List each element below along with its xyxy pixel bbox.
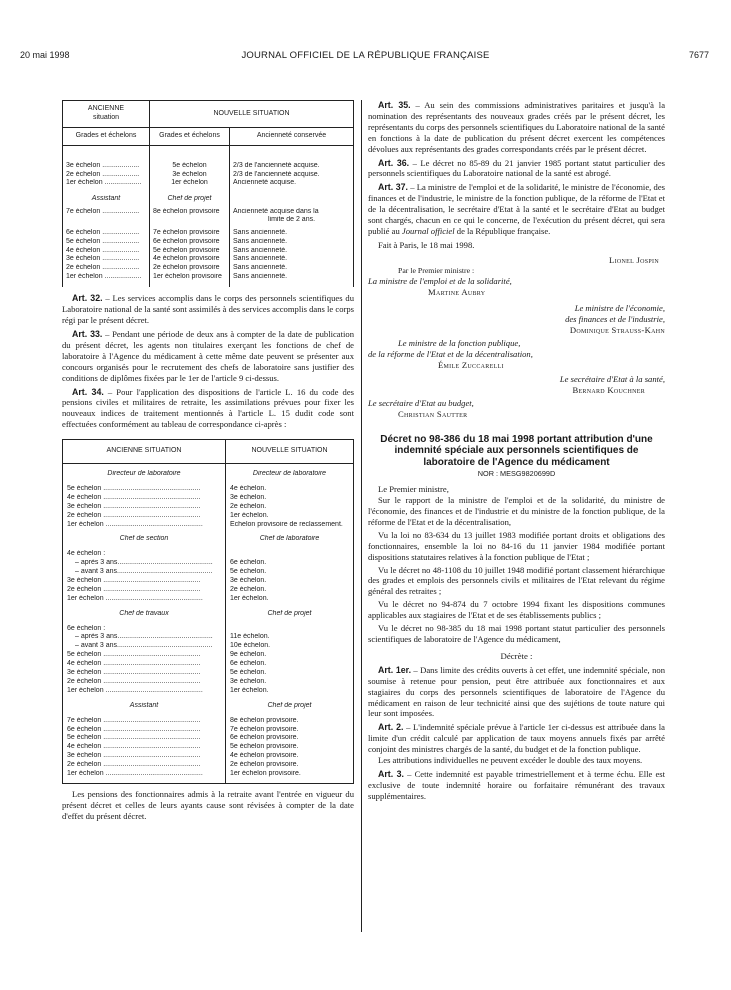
cell: 2e échelon provisoire (153, 263, 220, 271)
cell: – avant 3 ans................................................. (75, 568, 213, 576)
cell: 5e échelon ................... (66, 237, 140, 245)
cell: 3e échelon .................................................. (67, 577, 201, 585)
t2-old-col (63, 464, 226, 784)
cell: Sans ancienneté. (233, 237, 288, 245)
article-text: – Dans limite des crédits ouverts à cet effet, une indemnité spéciale, non soumise à retenue pour pension, peut être attribuée aux fonctionnaires et aux stagiaires du corps des personnels scientifiques de laboratoire de l'Agence du médicament en raison de leur technicité ainsi que des sujétions de toute nature qui leur sont imposées. (368, 664, 666, 719)
cell: 2e échelon .................................................. (67, 585, 201, 593)
cell: 7e échelon ................... (66, 207, 140, 215)
cell: 3e échelon .................................................. (67, 502, 201, 510)
article-34 (62, 387, 354, 431)
cell: Sans ancienneté. (233, 246, 288, 254)
signature-kouchner: Bernard Kouchner (572, 384, 645, 395)
header-date: 20 mai 1998 (20, 50, 70, 60)
cell: 10e échelon. (230, 642, 271, 650)
minister-title: Le ministre de l'économie, (574, 302, 665, 313)
article-3 (368, 769, 665, 802)
cell: 1er échelon (171, 179, 208, 187)
cell: 1er échelon. (230, 686, 269, 694)
signature-zuccarelli: Émile Zuccarelli (438, 359, 504, 370)
grade-heading: Chef de projet (167, 195, 212, 203)
minister-title: de la réforme de l'Etat et de la décentralisation, (368, 349, 533, 360)
cell (230, 625, 349, 634)
article-text: – Au sein des commissions administratives paritaires et jusqu'à la nomination des représentants des nouveaux grades créés par le présent décret, les représentants du corps des personnels scientifiques du Laboratoire national de la santé en fonctions à la date de publication du présent décret exercent les compétences dévolues aux représentants des grades correspondants créés par le présent décret. (368, 100, 666, 154)
cell: 7e échelon provisoire. (230, 725, 299, 733)
cell: 3e échelon. (230, 493, 267, 501)
cell: Ancienneté acquise. (233, 179, 297, 187)
cell: 6e échelon : (67, 624, 106, 632)
cell: 1er échelon ................... (66, 179, 142, 187)
cell: Echelon provisoire de reclassement. (230, 520, 343, 528)
cell: Sans ancienneté. (233, 255, 288, 263)
page-number: 7677 (688, 50, 709, 60)
signatures (368, 255, 665, 420)
cell: 2e échelon provisoire. (230, 761, 299, 769)
minister-title: Le secrétaire d'Etat à la santé, (559, 373, 665, 384)
cell: 5e échelon. (230, 669, 267, 677)
cell: 4e échelon .................................................. (67, 743, 201, 751)
signature-aubry: Martine Aubry (428, 287, 486, 298)
t2-head-old: ANCIENNE SITUATION (63, 440, 226, 464)
cell: 1er échelon provisoire. (230, 769, 301, 777)
right-column (368, 100, 665, 802)
cell: 1er échelon. (230, 594, 269, 602)
t2-new-col (226, 464, 354, 784)
cell: – après 3 ans................................................. (75, 559, 213, 567)
cell: 2e échelon .................................................. (67, 511, 201, 519)
cell: 5e échelon. (230, 568, 267, 576)
article-2 (368, 722, 665, 755)
cell: 7e échelon .................................................. (67, 716, 201, 724)
article-label: Art. 37. (378, 182, 408, 193)
cell: 6e échelon ................... (66, 229, 140, 237)
cell: 2e échelon .................................................. (67, 761, 201, 769)
article-2-para-2: Les attributions individuelles ne peuvent excéder le double des taux moyens. (378, 755, 643, 766)
decret-title: Décret no 98-386 du 18 mai 1998 portant attribution d'une indemnité spéciale aux personnels scientifiques de laboratoire de l'Agence du médicament (380, 433, 653, 468)
grade-heading: Chef de laboratoire (259, 535, 320, 543)
cell: 7e échelon provisoire (153, 229, 220, 237)
closing-paragraph: Les pensions des fonctionnaires admis à la retraite avant l'entrée en vigueur du présent décret et celles de leurs ayants cause sont révisées à compter de la date d'effet du présent décret. (62, 788, 354, 821)
minister-title: Le secrétaire d'Etat au budget, (368, 398, 474, 409)
cell: 3e échelon. (230, 677, 267, 685)
visa: Vu la loi no 83-634 du 13 juillet 1983 modifiée portant droits et obligations des fonctionnaires, ensemble la loi no 84-16 du 11 janvier 1984 modifiée portant dispositions statutaires relatives à la fonction publique de l'Etat ; (368, 529, 665, 562)
article-label: Art. 2. (378, 722, 404, 733)
decrete: Décrète : (500, 650, 533, 661)
cell: 1er échelon .................................................. (67, 686, 203, 694)
cell: 1er échelon .................................................. (67, 594, 203, 602)
grade-heading: Directeur de laboratoire (107, 470, 181, 478)
article-text: – Cette indemnité est payable trimestriellement et à terme échu. Elle est exclusive de toute indemnité horaire ou forfaitaire rémunérant des travaux supplémentaires. (368, 769, 665, 801)
fait-a-paris: Fait à Paris, le 18 mai 1998. (378, 239, 475, 250)
t1-head-old: ANCIENNE situation (63, 101, 150, 128)
article-33 (62, 329, 354, 384)
cell: 3e échelon ................... (66, 162, 140, 169)
cell: 6e échelon .................................................. (67, 725, 201, 733)
article-label: Art. 35. (378, 100, 411, 110)
article-32 (62, 293, 354, 326)
cell: limite de 2 ans. (267, 216, 316, 224)
cell (153, 216, 226, 225)
cell: 1er échelon. (230, 511, 269, 519)
signature-strauss-kahn: Dominique Strauss-Kahn (569, 324, 665, 335)
reclassement-table-1 (62, 100, 354, 287)
article-37 (368, 182, 665, 237)
cell: 1er échelon .................................................. (67, 769, 203, 777)
minister-title: Le ministre de la fonction publique, (398, 338, 521, 349)
cell: 4e échelon .................................................. (67, 660, 201, 668)
t1-new-col (150, 146, 230, 288)
cell: 2e échelon ................... (66, 263, 140, 271)
article-text: – Pour l'application des dispositions de l'article L. 16 du code des pensions civiles et militaires de retraite, les assimilations prévues pour fixer les nouveaux indices de traitement mentionnés à l'article L. 15 dudit code sont effectuées conformément au tableau de correspondance ci-après : (62, 386, 354, 430)
cell: 2/3 de l'ancienneté acquise. (233, 170, 320, 178)
cell: 4e échelon. (230, 485, 267, 493)
cell: 3e échelon ................... (66, 255, 140, 263)
cell: 5e échelon .................................................. (67, 734, 201, 742)
grade-heading: Chef de section (119, 535, 169, 543)
cell: 11e échelon. (230, 633, 270, 641)
t1-sub1: Grades et échelons (63, 128, 150, 146)
article-label: Art. 33. (72, 328, 103, 339)
article-label: Art. 34. (72, 386, 104, 397)
nor-reference: NOR : MESG9820699D (477, 469, 556, 479)
t1-head-new: NOUVELLE SITUATION (150, 101, 354, 128)
cell (66, 216, 146, 225)
cell: 8e échelon provisoire (153, 207, 220, 215)
grade-heading: Directeur de laboratoire (252, 470, 327, 478)
cell: 5e échelon (172, 162, 207, 169)
t2-head-new: NOUVELLE SITUATION (226, 440, 354, 464)
article-text: – Le décret no 85-89 du 21 janvier 1985 portant statut particulier des personnels scientifiques du Laboratoire national de la santé est abrogé. (368, 157, 665, 179)
cell: 2e échelon. (230, 502, 267, 510)
article-text: de la République française. (454, 225, 551, 236)
grade-heading: Assistant (91, 195, 121, 203)
cell: 1er échelon ................... (66, 272, 142, 280)
cell: 5e échelon .................................................. (67, 485, 201, 493)
article-1 (368, 665, 665, 720)
article-label: Art. 32. (72, 293, 103, 304)
article-text: – Les services accomplis dans le corps des personnels scientifiques du Laboratoire national de la santé sont assimilés à des services accomplis dans le corps régi par le présent décret. (62, 293, 354, 326)
article-36 (368, 158, 665, 180)
cell: 2e échelon. (230, 585, 267, 593)
premier-ministre: Le Premier ministre, (378, 484, 449, 495)
t1-sub2: Grades et échelons (150, 128, 230, 146)
visa: Vu le décret no 48-1108 du 10 juillet 1948 modifié portant classement hiérarchique des grades et emplois des personnels civils et militaires de l'Etat relevant du régime général des retraites ; (368, 564, 665, 597)
grade-heading: Chef de projet (267, 701, 312, 709)
cell: 2/3 de l'ancienneté acquise. (233, 162, 320, 169)
cell: 6e échelon provisoire (153, 237, 220, 245)
grade-heading: Assistant (129, 701, 159, 709)
visa: Vu le décret no 94-874 du 7 octobre 1994 fixant les dispositions communes applicables aux stagiaires de l'Etat et de ses établissements publics ; (368, 599, 665, 621)
cell: 2e échelon ................... (66, 170, 140, 178)
t1-keep-col (230, 146, 354, 288)
visa: Sur le rapport de la ministre de l'emploi et de la solidarité, du ministre de l'économie, des finances et de l'industrie et du ministre de la fonction publique, de la réforme de l'Etat et de la décentralisation, (368, 495, 665, 527)
cell: Sans ancienneté. (233, 229, 288, 237)
article-label: Art. 36. (378, 157, 410, 168)
cell: 3e échelon .................................................. (67, 669, 201, 677)
visa: Vu le décret no 98-385 du 18 mai 1998 portant statut particulier des personnels scientifiques de laboratoire de l'Agence du médicament, (368, 623, 665, 644)
cell: 4e échelon .................................................. (67, 493, 201, 501)
cell: 1er échelon provisoire (153, 272, 222, 280)
cell: – après 3 ans................................................. (75, 633, 213, 641)
cell: Ancienneté acquise dans la (233, 207, 319, 215)
minister-title: La ministre de l'emploi et de la solidarité, (368, 276, 512, 287)
article-label: Art. 3. (378, 769, 404, 779)
cell: 4e échelon : (67, 550, 106, 558)
cell: 6e échelon provisoire. (230, 734, 299, 742)
cell: 8e échelon provisoire. (230, 716, 299, 724)
signature-sautter: Christian Sautter (398, 409, 468, 420)
cell: 5e échelon .................................................. (67, 651, 201, 659)
cell: 2e échelon .................................................. (67, 677, 201, 685)
cell: 9e échelon. (230, 651, 267, 659)
article-text: – L'indemnité spéciale prévue à l'article 1er ci-dessus est attribuée dans la limite d'un crédit calculé par application de taux moyens annuels fixés par arrêté conjoint des ministres chargés de la santé, du budget et de la fonction publique. (368, 722, 665, 755)
article-label: Art. 1er. (378, 664, 412, 675)
column-divider (361, 100, 362, 932)
cell: 4e échelon provisoire (153, 255, 220, 263)
journal-title: JOURNAL OFFICIEL DE LA RÉPUBLIQUE FRANÇAISE (241, 50, 490, 61)
correspondence-table (62, 439, 354, 784)
cell: 3e échelon. (230, 577, 267, 585)
cell: 4e échelon provisoire. (230, 752, 299, 760)
cell: 5e échelon provisoire. (230, 743, 299, 751)
left-column (62, 100, 354, 822)
signature-jospin: Lionel Jospin (609, 254, 659, 265)
t1-sub3: Ancienneté conservée (230, 128, 354, 146)
par-premier-ministre: Par le Premier ministre : (398, 265, 475, 275)
grade-heading: Chef de travaux (119, 609, 169, 617)
cell: 1er échelon .................................................. (67, 520, 203, 528)
minister-title: des finances et de l'industrie, (565, 313, 665, 324)
cell: 5e échelon provisoire (153, 246, 220, 254)
grade-heading: Chef de projet (267, 609, 312, 617)
cell: 3e échelon (172, 170, 207, 178)
cell: Sans ancienneté. (233, 263, 288, 271)
article-text: – Pendant une période de deux ans à compter de la date de publication du présent décret, les agents non titulaires exerçant les fonctions de chef de laboratoire à l'Agence du médicament à cette même date peuvent se présenter aux concours organisés pour le recrutement des chefs de laboratoire sans justifier des conditions de diplômes fixées par le 1er de l'article 9 ci-dessus. (62, 328, 354, 383)
cell: 6e échelon. (230, 559, 267, 567)
t1-old-col (63, 146, 150, 288)
cell: 6e échelon. (230, 660, 267, 668)
journal-officiel-italic: Journal officiel (401, 225, 455, 236)
cell: Sans ancienneté. (233, 272, 288, 280)
article-35 (368, 100, 665, 155)
article-text: – La ministre de l'emploi et de la solidarité, le ministre de l'économie, des finances et de l'industrie, le ministre de la fonction publique, de la réforme de l'Etat et de la décentralisation, le secrétaire d'Etat à la santé et le secrétaire d'Etat au budget sont chargés, chacun en ce qui le concerne, de l'exécution du présent décret, qui sera publié au (368, 182, 665, 236)
cell: – avant 3 ans................................................. (75, 642, 213, 650)
cell: 4e échelon ................... (66, 246, 140, 254)
cell: 3e échelon .................................................. (67, 752, 201, 760)
cell (230, 550, 349, 559)
